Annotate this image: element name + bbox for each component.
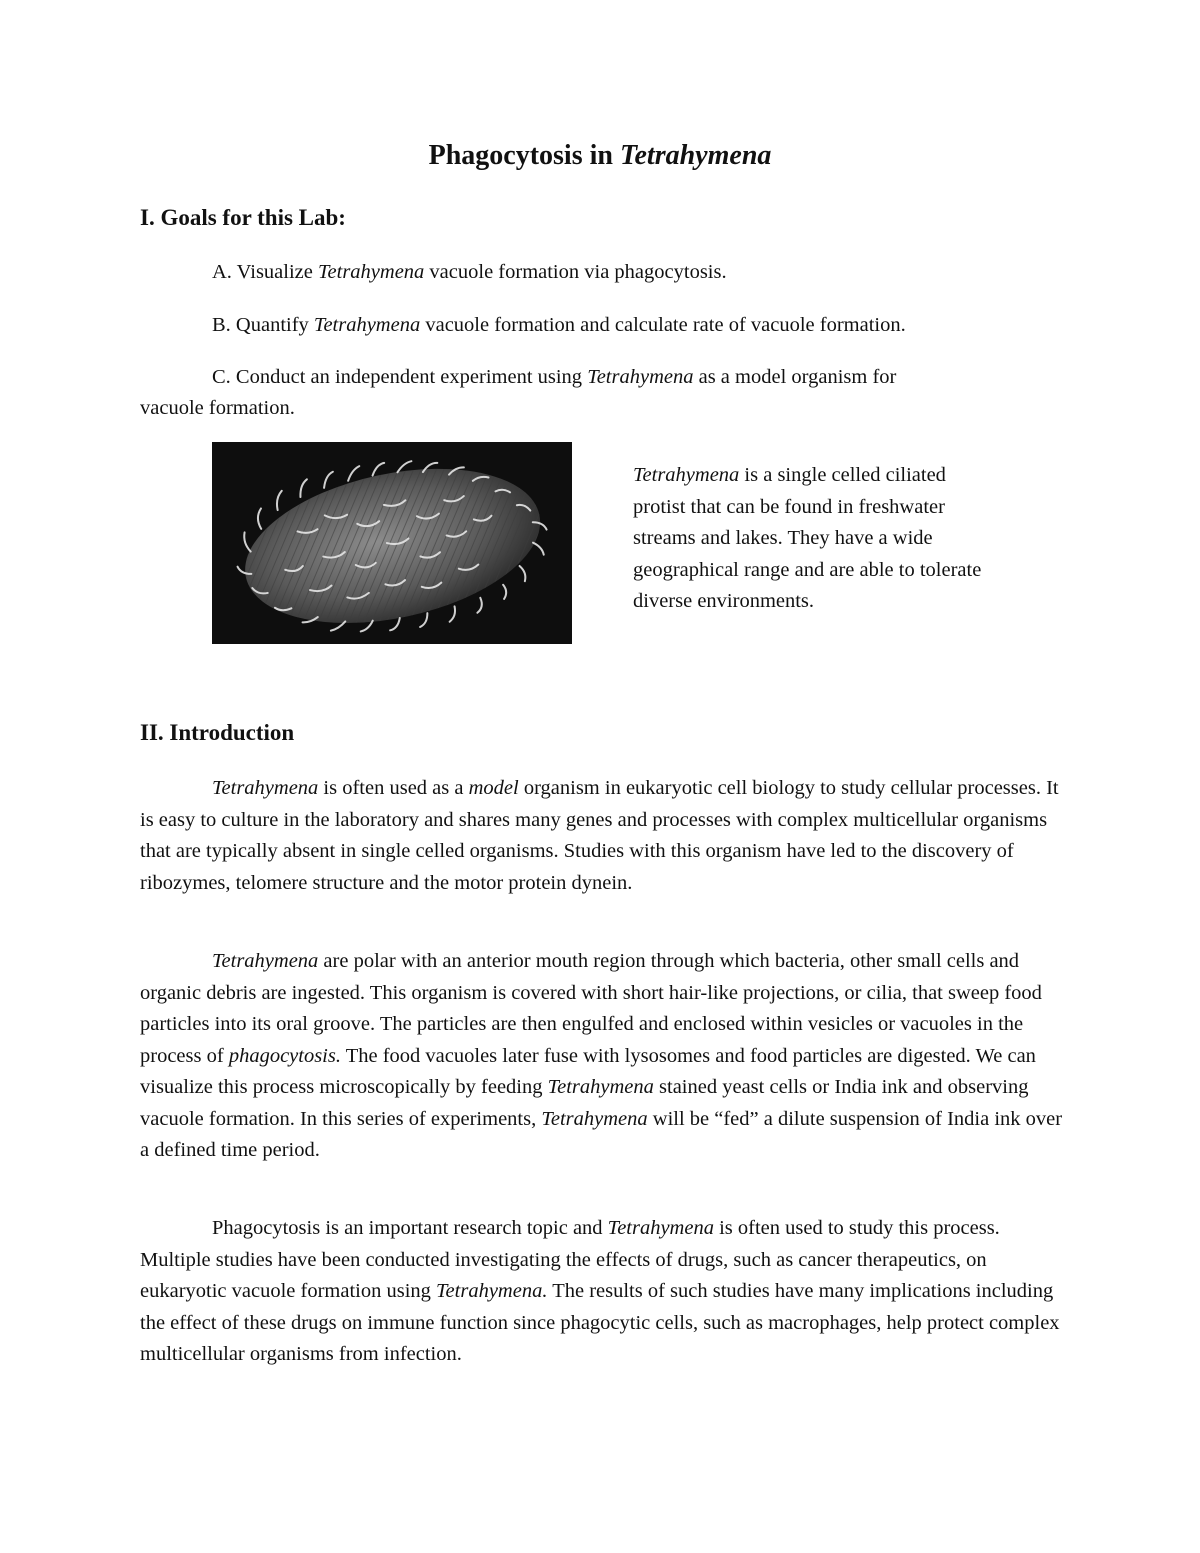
goal-item-a: A. Visualize Tetrahymena vacuole formation via phagocytosis. bbox=[212, 261, 727, 283]
title-italic: Tetrahymena bbox=[619, 140, 772, 171]
goal-item-b: B. Quantify Tetrahymena vacuole formation and calculate rate of vacuole formation. bbox=[212, 314, 906, 336]
figure-caption: Tetrahymena is a single celled ciliated protist that can be found in freshwater streams and lakes. They have a wide geographical range and are able to tolerate diverse environments. bbox=[633, 464, 982, 612]
section-heading-goals: I. Goals for this Lab: bbox=[140, 205, 346, 230]
intro-paragraph-3: Phagocytosis is an important research topic and Tetrahymena is often used to study this process. Multiple studies have been conducted investigating the effects of drugs, such as cancer therapeutics, on eukaryotic vacuole formation using Tetrahymena. The results of such studies have many implications including the effect of these drugs on immune function since phagocytic cells, such as macrophages, help protect complex multicellular organisms from infection. bbox=[140, 1217, 1060, 1365]
intro-paragraph-2: Tetrahymena are polar with an anterior mouth region through which bacteria, other small cells and organic debris are ingested. This organism is covered with short hair-like projections, or cilia, that sweep food particles into its oral groove. The particles are then engulfed and enclosed within vesicles or vacuoles in the process of phagocytosis. The food vacuoles later fuse with lysosomes and food particles are digested. We can visualize this process microscopically by feeding Tetrahymena stained yeast cells or India ink and observing vacuole formation. In this series of experiments, Tetrahymena will be “fed” a dilute suspension of India ink over a defined time period. bbox=[140, 950, 1063, 1161]
tetrahymena-cell-illustration bbox=[212, 442, 572, 644]
section-heading-introduction: II. Introduction bbox=[140, 720, 295, 745]
tetrahymena-micrograph bbox=[212, 442, 572, 644]
goal-item-c: C. Conduct an independent experiment using Tetrahymena as a model organism for bbox=[212, 366, 897, 388]
goal-item-c-continued: vacuole formation. bbox=[140, 397, 295, 419]
document-title: Phagocytosis in Tetrahymena bbox=[428, 140, 772, 171]
intro-paragraph-1: Tetrahymena is often used as a model organism in eukaryotic cell biology to study cellular processes. It is easy to culture in the laboratory and shares many genes and processes with complex multicellular organisms that are typically absent in single celled organisms. Studies with this organism have led to the discovery of ribozymes, telomere structure and the motor protein dynein. bbox=[140, 777, 1059, 894]
